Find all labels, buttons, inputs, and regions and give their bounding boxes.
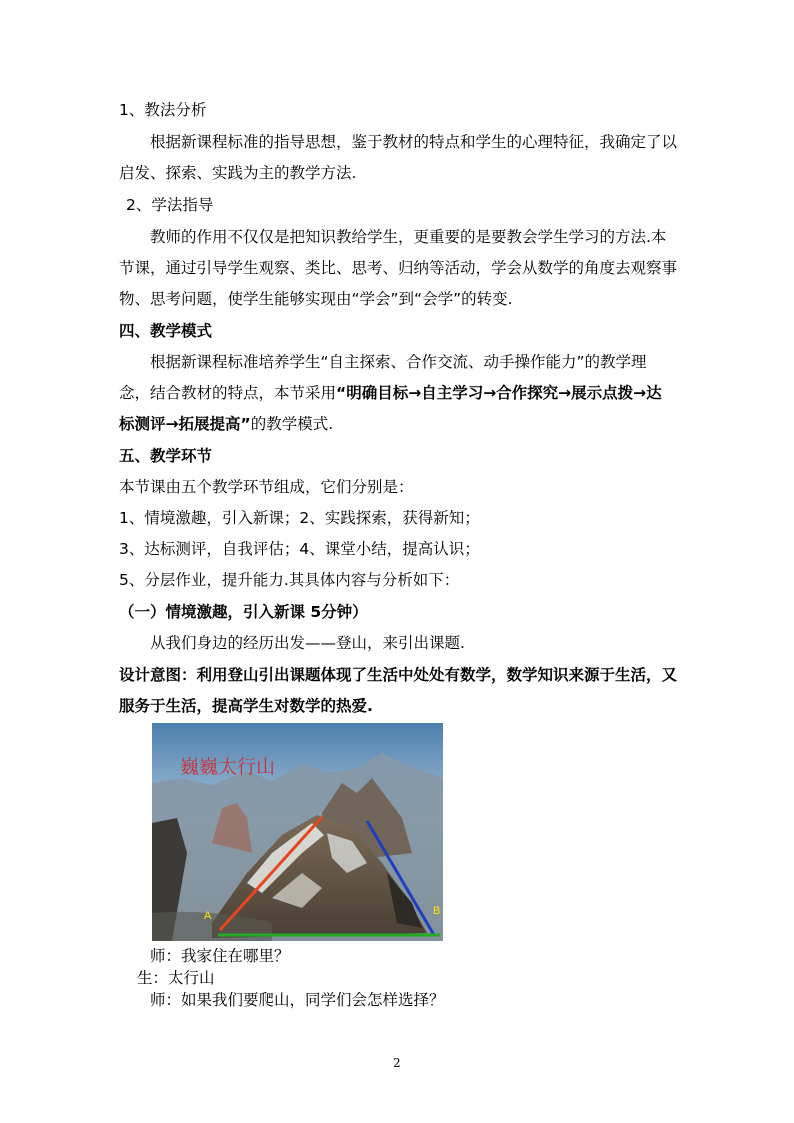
dialog-teacher-1: 师：我家住在哪里？ xyxy=(150,947,290,965)
design-intent-line-1: 设计意图：利用登山引出课题体现了生活中处处有数学，数学知识来源于生活，又 xyxy=(119,666,678,684)
link-paragraph-line-1: 本节课由五个教学环节组成，它们分别是： xyxy=(119,478,414,496)
method-paragraph-line-1: 根据新课程标准的指导思想，鉴于教材的特点和学生的心理特征，我确定了以 xyxy=(150,133,678,151)
design-intent-line-2: 服务于生活，提高学生对数学的热爱. xyxy=(119,697,373,715)
dialog-student-1: 生：太行山 xyxy=(137,969,215,987)
study-paragraph-line-2: 节课，通过引导学生观察、类比、思考、归纳等活动，学会从数学的角度去观察事 xyxy=(119,259,678,277)
mode-title: 四、教学模式 xyxy=(119,322,213,340)
mode-paragraph-line-3-bold: 标测评→拓展提高” xyxy=(119,415,251,433)
page-number: 2 xyxy=(393,1056,401,1070)
mountain-photo xyxy=(152,723,443,941)
part1-paragraph: 从我们身边的经历出发——登山，来引出课题. xyxy=(150,634,465,652)
link-title: 五、教学环节 xyxy=(119,447,213,465)
study-title: 2、学法指导 xyxy=(126,196,214,214)
mode-paragraph-line-2-text: 念，结合教材的特点，本节采用 xyxy=(119,384,337,402)
part1-title: （一）情境激趣，引入新课 5分钟） xyxy=(119,603,368,621)
link-paragraph-line-2: 1、情境激趣，引入新课；2、实践探索，获得新知； xyxy=(119,509,480,527)
point-b-label: B xyxy=(433,905,441,917)
mode-paragraph-line-2 xyxy=(119,383,662,403)
mode-paragraph-line-3-text: 的教学模式. xyxy=(250,415,334,433)
study-paragraph-line-1: 教师的作用不仅仅是把知识教给学生，更重要的是要教会学生学习的方法.本 xyxy=(150,228,667,246)
point-a-label: A xyxy=(204,910,212,922)
mode-paragraph-line-1: 根据新课程标准培养学生“自主探索、合作交流、动手操作能力”的教学理 xyxy=(150,353,647,371)
link-paragraph-line-3: 3、达标测评，自我评估；4、课堂小结，提高认识； xyxy=(119,540,480,558)
method-paragraph-line-2: 启发、探索、实践为主的教学方法. xyxy=(119,164,357,182)
dialog-teacher-2: 师：如果我们要爬山，同学们会怎样选择？ xyxy=(150,991,445,1009)
mode-paragraph-line-2-bold: “明确目标→自主学习→合作探究→展示点拨→达 xyxy=(336,384,662,402)
study-paragraph-line-3: 物、思考问题，使学生能够实现由“学会”到“会学”的转变. xyxy=(119,290,513,308)
method-title: 1、教法分析 xyxy=(119,101,207,119)
photo-caption: 巍巍太行山 xyxy=(180,756,276,778)
mode-paragraph-line-3 xyxy=(119,414,333,434)
link-paragraph-line-4: 5、分层作业，提升能力.其具体内容与分析如下： xyxy=(119,571,460,589)
